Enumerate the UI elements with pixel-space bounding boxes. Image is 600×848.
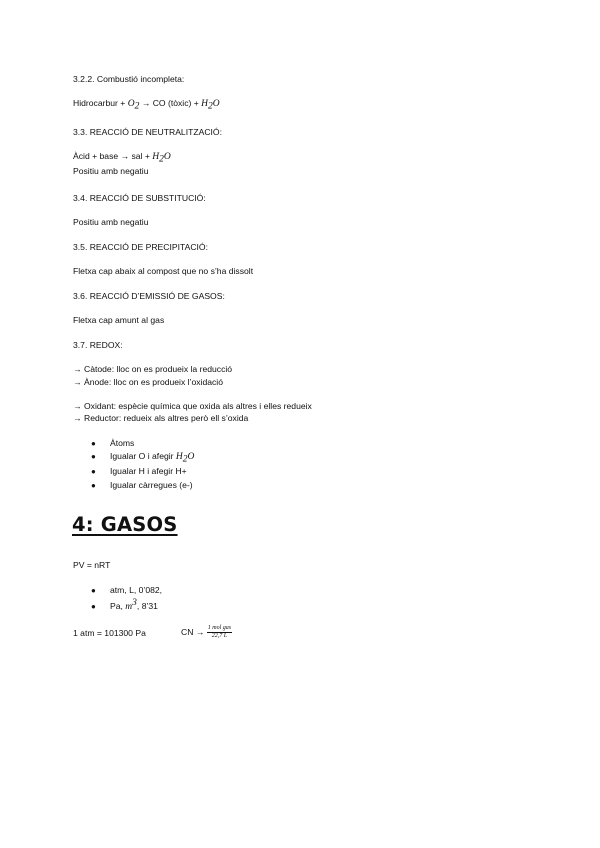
note-neutralitzacio: Positiu amb negatiu: [73, 166, 149, 176]
note-substitucio: Positiu amb negatiu: [73, 217, 149, 227]
heading-substitucio: 3.4. REACCIÓ DE SUBSTITUCIÓ:: [73, 193, 206, 203]
oxygen-subscript: 2: [134, 101, 140, 112]
fraction-denominator: 22,7 L: [211, 633, 228, 639]
molar-volume-fraction: [207, 625, 232, 640]
oxygen-symbol: O: [163, 152, 171, 162]
catode-definition: → Càtode: lloc on es produeix la reducció: [73, 364, 233, 374]
bullet-icon: ●: [91, 452, 96, 461]
bullet-icon: ●: [91, 586, 96, 595]
cubic-superscript: 3: [132, 598, 137, 609]
list-text: , 8’31: [136, 601, 158, 611]
hydrogen-subscript: 2: [182, 454, 188, 465]
equation-neutralitzacio: [73, 151, 171, 163]
list-text: Igualar O i afegir: [110, 451, 176, 461]
oxygen-symbol: O: [187, 452, 195, 462]
hydrogen-symbol: H: [152, 152, 160, 162]
heading-redox: 3.7. REDOX:: [73, 340, 123, 350]
list-item-igualar-o: [110, 451, 194, 463]
equation-text: Àcid + base → sal +: [73, 151, 153, 161]
arrow: →: [139, 98, 153, 108]
note-precipitacio: Fletxa cap abaix al compost que no s’ha dissolt: [73, 266, 254, 276]
note-emissio-gasos: Fletxa cap amunt al gas: [73, 315, 165, 325]
oxygen-symbol: O: [212, 99, 220, 109]
equation-text: CO (tòxic) +: [152, 98, 202, 108]
hydrogen-symbol: H: [175, 452, 183, 462]
bullet-icon: ●: [91, 602, 96, 611]
fraction-numerator: 1 mol gas: [207, 625, 232, 631]
atm-conversion: 1 atm = 101300 Pa: [73, 628, 146, 638]
cn-label: CN →: [181, 626, 207, 637]
heading-emissio-gasos: 3.6. REACCIÓ D’EMISSIÓ DE GASOS:: [73, 291, 225, 301]
equation-text: Hidrocarbur +: [73, 98, 128, 108]
heading-combustio-incompleta: 3.2.2. Combustió incompleta:: [73, 74, 185, 84]
equation-combustio: [73, 98, 220, 110]
ideal-gas-law: PV = nRT: [73, 560, 111, 570]
meter-symbol: m: [125, 602, 133, 612]
list-text: Pa,: [110, 601, 126, 611]
reductor-definition: → Reductor: redueix als altres però ell s’oxida: [73, 413, 249, 423]
hydrogen-subscript: 2: [208, 101, 213, 112]
heading-neutralitzacio: 3.3. REACCIÓ DE NEUTRALITZACIÓ:: [73, 127, 222, 137]
hydrogen-subscript: 2: [159, 154, 164, 165]
list-item-units-atm: atm, L, 0’082,: [110, 585, 163, 595]
oxidant-definition: → Oxidant: espècie química que oxida als altres i elles redueix: [73, 401, 312, 411]
hydrogen-symbol: H: [201, 99, 209, 109]
section-title-gasos: 4: GASOS: [72, 513, 178, 536]
list-item-igualar-h: Igualar H i afegir H+: [110, 466, 187, 476]
bullet-icon: ●: [91, 467, 96, 476]
list-item-units-pa: [110, 598, 158, 613]
cn-condition: [181, 625, 232, 640]
list-item-atoms: Àtoms: [110, 438, 135, 448]
bullet-icon: ●: [91, 439, 96, 448]
oxygen-symbol: O: [127, 99, 135, 109]
heading-precipitacio: 3.5. REACCIÓ DE PRECIPITACIÓ:: [73, 242, 208, 252]
list-item-igualar-carregues: Igualar càrregues (e-): [110, 480, 193, 490]
bullet-icon: ●: [91, 481, 96, 490]
anode-definition: → Ànode: lloc on es produeix l’oxidació: [73, 377, 224, 387]
